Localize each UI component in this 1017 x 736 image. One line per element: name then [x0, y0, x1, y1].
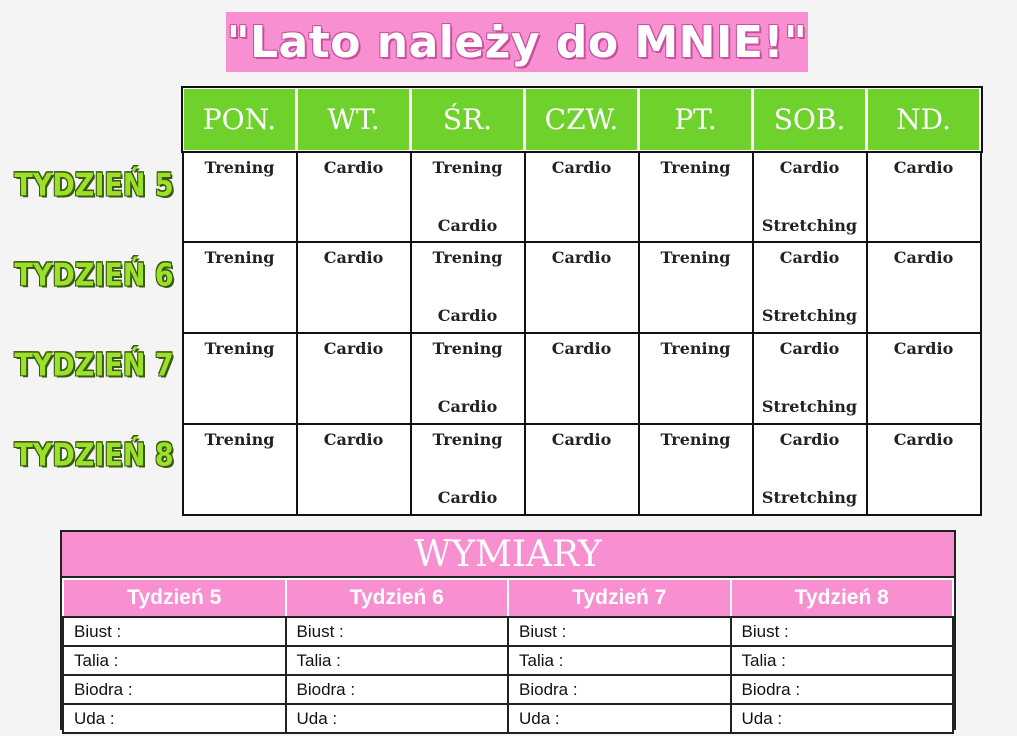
schedule-cell [639, 333, 753, 424]
cell-content [640, 334, 752, 422]
week-label: TYDZIEŃ 7 [14, 347, 174, 384]
schedule-cell [411, 424, 525, 515]
schedule-cell [183, 333, 297, 424]
schedule-cell [753, 151, 867, 242]
measurement-field[interactable]: Biodra : [286, 675, 509, 704]
schedule-cell [639, 242, 753, 333]
measurement-week-header: Tydzień 5 [63, 579, 286, 617]
day-header: PT. [639, 88, 753, 152]
measurement-field[interactable]: Biodra : [63, 675, 286, 704]
activity-primary: Cardio [893, 157, 954, 177]
measurement-field[interactable]: Uda : [508, 704, 731, 733]
week-label: TYDZIEŃ 5 [14, 167, 174, 204]
measurements-title: WYMIARY [62, 532, 954, 578]
day-header: WT. [297, 88, 411, 152]
activity-primary: Trening [660, 157, 731, 177]
measurement-field[interactable]: Biodra : [508, 675, 731, 704]
cell-content [526, 243, 638, 331]
cell-content [868, 334, 980, 422]
cell-content [184, 425, 296, 513]
schedule-cell [297, 333, 411, 424]
activity-primary: Cardio [323, 157, 384, 177]
activity-secondary: Cardio [437, 215, 498, 235]
schedule-cell [753, 242, 867, 333]
measurements-panel [60, 530, 956, 730]
cell-content [184, 153, 296, 241]
activity-secondary: Stretching [761, 488, 858, 508]
cell-content [754, 243, 866, 331]
schedule-cell [639, 151, 753, 242]
cell-content [754, 334, 866, 422]
schedule-cell [867, 151, 981, 242]
activity-primary: Cardio [779, 430, 840, 450]
measurements-header-row [63, 579, 953, 617]
measurement-row [63, 646, 953, 675]
measurement-field[interactable]: Biust : [63, 617, 286, 646]
schedule-cell [183, 242, 297, 333]
schedule-cell [411, 333, 525, 424]
activity-primary: Cardio [779, 248, 840, 268]
measurement-field[interactable]: Biodra : [731, 675, 954, 704]
measurement-week-header: Tydzień 8 [731, 579, 954, 617]
week-row [183, 151, 981, 242]
schedule-cell [867, 424, 981, 515]
cell-content [184, 243, 296, 331]
measurement-row [63, 704, 953, 733]
cell-content [298, 243, 410, 331]
schedule-table [181, 86, 982, 516]
measurement-week-header: Tydzień 7 [508, 579, 731, 617]
schedule-cell [297, 242, 411, 333]
cell-content [754, 425, 866, 513]
activity-primary: Trening [204, 339, 275, 359]
cell-content [868, 425, 980, 513]
page-title: "Lato należy do MNIE!" [226, 16, 808, 68]
activity-primary: Trening [432, 339, 503, 359]
cell-content [640, 153, 752, 241]
activity-primary: Cardio [779, 339, 840, 359]
activity-primary: Trening [432, 248, 503, 268]
activity-primary: Cardio [551, 339, 612, 359]
measurement-field[interactable]: Uda : [731, 704, 954, 733]
schedule-cell [525, 333, 639, 424]
measurement-field[interactable]: Talia : [508, 646, 731, 675]
schedule-cell [753, 424, 867, 515]
cell-content [526, 153, 638, 241]
day-header: ŚR. [411, 88, 525, 152]
schedule-cell [411, 242, 525, 333]
activity-secondary: Cardio [437, 306, 498, 326]
activity-primary: Trening [204, 430, 275, 450]
cell-content [640, 243, 752, 331]
week-label: TYDZIEŃ 6 [14, 257, 174, 294]
schedule-cell [867, 242, 981, 333]
measurement-field[interactable]: Biust : [508, 617, 731, 646]
cell-content [640, 425, 752, 513]
activity-primary: Trening [660, 339, 731, 359]
activity-primary: Cardio [551, 430, 612, 450]
cell-content [754, 153, 866, 241]
activity-primary: Trening [432, 157, 503, 177]
cell-content [526, 334, 638, 422]
cell-content [298, 334, 410, 422]
activity-primary: Trening [204, 157, 275, 177]
measurement-field[interactable]: Uda : [286, 704, 509, 733]
activity-primary: Trening [432, 430, 503, 450]
week-row [183, 424, 981, 515]
measurement-field[interactable]: Biust : [731, 617, 954, 646]
week-row [183, 333, 981, 424]
activity-primary: Cardio [551, 157, 612, 177]
schedule-cell [297, 151, 411, 242]
activity-primary: Cardio [893, 248, 954, 268]
cell-content [412, 334, 524, 422]
activity-primary: Cardio [893, 430, 954, 450]
day-header: SOB. [753, 88, 867, 152]
measurement-week-header: Tydzień 6 [286, 579, 509, 617]
schedule-cell [753, 333, 867, 424]
activity-secondary: Cardio [437, 488, 498, 508]
measurement-field[interactable]: Talia : [286, 646, 509, 675]
measurements-table [62, 578, 954, 734]
schedule-cell [297, 424, 411, 515]
activity-primary: Cardio [323, 248, 384, 268]
day-header: PON. [183, 88, 297, 152]
measurement-field[interactable]: Uda : [63, 704, 286, 733]
week-label: TYDZIEŃ 8 [14, 437, 174, 474]
schedule-cell [183, 151, 297, 242]
schedule-cell [183, 424, 297, 515]
week-row [183, 242, 981, 333]
activity-primary: Trening [660, 248, 731, 268]
activity-primary: Trening [204, 248, 275, 268]
day-header: CZW. [525, 88, 639, 152]
cell-content [412, 243, 524, 331]
schedule-cell [639, 424, 753, 515]
activity-primary: Cardio [551, 248, 612, 268]
cell-content [526, 425, 638, 513]
cell-content [412, 425, 524, 513]
schedule-header-row [183, 88, 981, 152]
measurement-field[interactable]: Talia : [63, 646, 286, 675]
schedule-cell [525, 424, 639, 515]
cell-content [868, 243, 980, 331]
title-banner [226, 12, 808, 72]
cell-content [298, 425, 410, 513]
cell-content [412, 153, 524, 241]
day-header: ND. [867, 88, 981, 152]
measurement-row [63, 675, 953, 704]
measurement-field[interactable]: Talia : [731, 646, 954, 675]
schedule-cell [867, 333, 981, 424]
schedule-cell [525, 151, 639, 242]
schedule-cell [411, 151, 525, 242]
measurement-field[interactable]: Biust : [286, 617, 509, 646]
activity-primary: Cardio [893, 339, 954, 359]
activity-primary: Cardio [779, 157, 840, 177]
activity-secondary: Cardio [437, 397, 498, 417]
activity-primary: Trening [660, 430, 731, 450]
cell-content [184, 334, 296, 422]
cell-content [298, 153, 410, 241]
activity-secondary: Stretching [761, 215, 858, 235]
cell-content [868, 153, 980, 241]
activity-secondary: Stretching [761, 306, 858, 326]
measurement-row [63, 617, 953, 646]
activity-primary: Cardio [323, 430, 384, 450]
activity-primary: Cardio [323, 339, 384, 359]
schedule-cell [525, 242, 639, 333]
activity-secondary: Stretching [761, 397, 858, 417]
